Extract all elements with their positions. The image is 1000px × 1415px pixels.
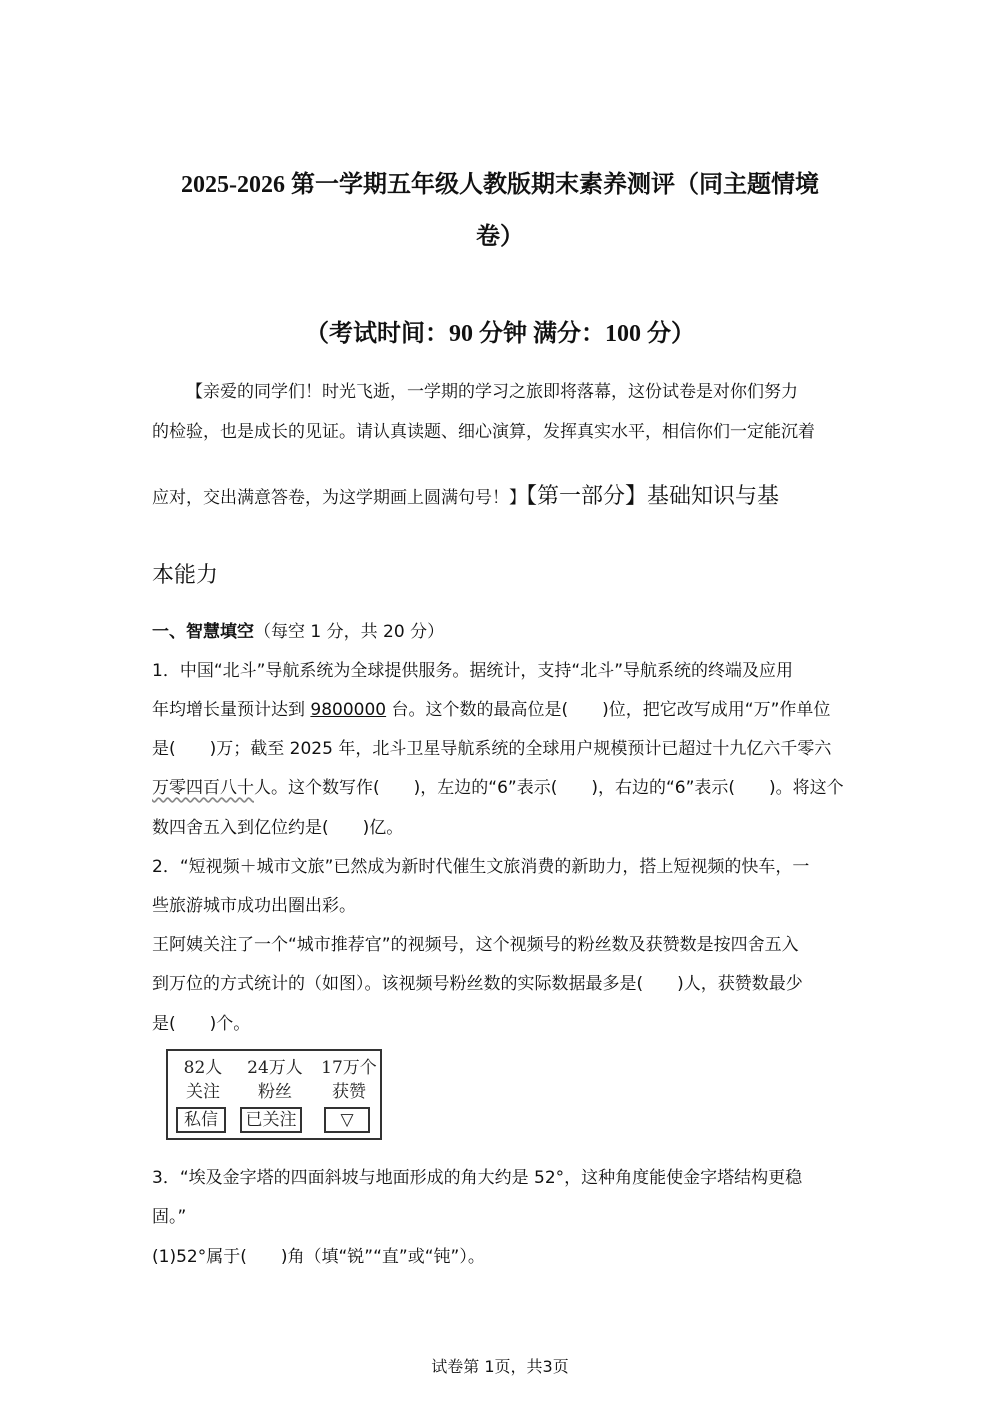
q1-wavy-text: 万零四百八十: [152, 778, 254, 798]
question-2-line: 到万位的方式统计的（如图）。该视频号粉丝数的实际数据最多是( )人，获赞数最少: [152, 974, 803, 994]
question-1-line: [152, 777, 852, 799]
question-2-line: 些旅游城市成功出圈出彩。: [152, 896, 356, 916]
question-3-line: 3．“埃及金字塔的四面斜坡与地面形成的角大约是 52°，这种角度能使金字塔结构更稳: [152, 1168, 803, 1188]
section-title: 一、智慧填空: [152, 622, 254, 642]
intro-text: 应对，交出满意答卷，为这学期画上圆满句号！】: [152, 488, 526, 508]
exam-subtitle: （考试时间：90 分钟 满分：100 分）: [305, 321, 695, 347]
likes-count: 17万个: [321, 1058, 377, 1078]
question-1-line: 数四舍五入到亿位约是( )亿。: [152, 818, 404, 838]
section-heading: [152, 621, 852, 643]
followed-button: 已关注: [240, 1107, 302, 1133]
q1-number-underlined: 9800000: [310, 700, 387, 720]
fans-count: 24万人: [247, 1058, 303, 1078]
question-3-sub-1: (1)52°属于( )角（填“锐”“直”或“钝”）。: [152, 1247, 485, 1267]
question-1-line: 1．中国“北斗”导航系统为全球提供服务。据统计，支持“北斗”导航系统的终端及应用: [152, 661, 794, 681]
exam-title-line1: 2025-2026 第一学期五年级人教版期末素养测评（同主题情境: [181, 172, 819, 198]
follow-label: 关注: [186, 1082, 220, 1102]
intro-line: 【亲爱的同学们！时光飞逝，一学期的学习之旅即将落幕，这份试卷是对你们努力: [186, 382, 798, 402]
exam-title-line2: 卷）: [476, 224, 524, 250]
likes-label: 获赞: [332, 1082, 366, 1102]
part-one-heading-cont: 本能力: [152, 563, 219, 588]
page-footer: 试卷第 1页，共3页: [431, 1357, 569, 1376]
q1-text: 人。这个数写作( )，左边的“6”表示( )，右边的“6”表示( )。将这个: [254, 778, 844, 798]
question-2-line: 王阿姨关注了一个“城市推荐官”的视频号，这个视频号的粉丝数及获赞数是按四舍五入: [152, 935, 799, 955]
question-2-line: 是( )个。: [152, 1014, 251, 1034]
q1-text: 台。这个数的最高位是( )位，把它改写成用“万”作单位: [386, 700, 831, 720]
question-1-line: 是( )万；截至 2025 年，北斗卫星导航系统的全球用户规模预计已超过十九亿六千零六: [152, 739, 832, 759]
question-3-line: 固。”: [152, 1207, 187, 1227]
intro-line: 的检验，也是成长的见证。请认真读题、细心演算，发挥真实水平，相信你们一定能沉着: [152, 422, 815, 442]
message-button: 私信: [176, 1107, 226, 1133]
video-account-figure: [166, 1049, 382, 1140]
follow-count: 82人: [183, 1058, 223, 1078]
question-2-line: 2．“短视频＋城市文旅”已然成为新时代催生文旅消费的新助力，搭上短视频的快车，一: [152, 857, 810, 877]
section-score-note: （每空 1 分，共 20 分）: [254, 622, 445, 642]
q1-text: 年均增长量预计达到: [152, 700, 311, 720]
fans-label: 粉丝: [258, 1082, 292, 1102]
part-one-heading: 【第一部分】基础知识与基: [526, 484, 780, 509]
question-1-line: [152, 699, 852, 721]
dropdown-triangle-icon: ▽: [324, 1107, 370, 1133]
intro-line: [152, 486, 852, 509]
